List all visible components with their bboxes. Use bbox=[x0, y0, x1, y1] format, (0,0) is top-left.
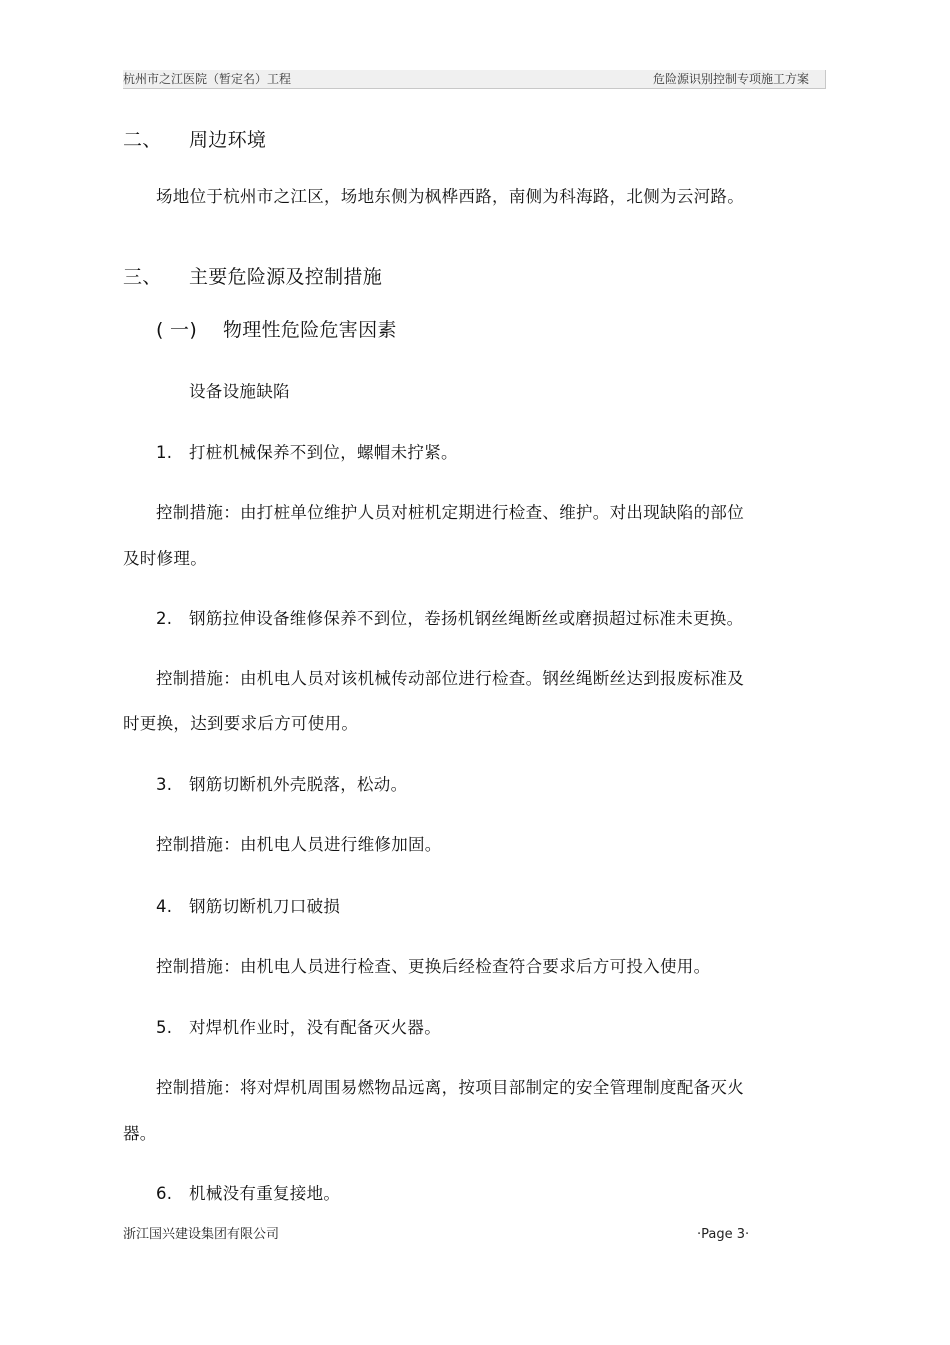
item-text: 打桩机械保养不到位，螺帽未拧紧。 bbox=[189, 443, 458, 462]
list-item bbox=[156, 443, 458, 463]
control-measure: 控制措施：由机电人员进行维修加固。 bbox=[156, 835, 442, 854]
control-measure: 控制措施：由机电人员对该机械传动部位进行检查。钢丝绳断丝达到报废标准及 bbox=[156, 669, 744, 688]
item-number: 5. bbox=[156, 1018, 173, 1037]
paragraph: 场地位于杭州市之江区，场地东侧为枫桦西路，南侧为科海路，北侧为云河路。 bbox=[156, 187, 744, 206]
item-number: 2. bbox=[156, 609, 173, 628]
control-measure-continued: 时更换，达到要求后方可使用。 bbox=[123, 714, 359, 733]
list-item bbox=[156, 1018, 441, 1038]
category-label: 设备设施缺陷 bbox=[189, 382, 290, 401]
subsection-number: ( 一) bbox=[156, 319, 198, 341]
item-number: 4. bbox=[156, 897, 173, 916]
list-item bbox=[156, 897, 340, 917]
section-number: 三、 bbox=[123, 266, 162, 288]
item-text: 钢筋切断机刀口破损 bbox=[189, 897, 341, 916]
control-measure-continued: 及时修理。 bbox=[123, 549, 207, 568]
control-measure: 控制措施：将对焊机周围易燃物品远离，按项目部制定的安全管理制度配备灭火 bbox=[156, 1078, 744, 1097]
item-number: 1. bbox=[156, 443, 173, 462]
page-header bbox=[123, 70, 826, 89]
item-number: 6. bbox=[156, 1184, 173, 1203]
section-title: 主要危险源及控制措施 bbox=[189, 266, 383, 288]
item-text: 钢筋切断机外壳脱落，松动。 bbox=[189, 775, 408, 794]
item-text: 机械没有重复接地。 bbox=[189, 1184, 341, 1203]
list-item bbox=[156, 775, 407, 795]
header-document-title: 危险源识别控制专项施工方案 bbox=[652, 72, 809, 86]
item-text: 钢筋拉伸设备维修保养不到位，卷扬机钢丝绳断丝或磨损超过标准未更换。 bbox=[189, 609, 744, 628]
subsection-title: 物理性危险危害因素 bbox=[223, 319, 397, 341]
footer-page-number: ·Page 3· bbox=[697, 1227, 750, 1242]
item-number: 3. bbox=[156, 775, 173, 794]
list-item bbox=[156, 1184, 340, 1204]
item-text: 对焊机作业时，没有配备灭火器。 bbox=[189, 1018, 441, 1037]
footer-company: 浙江国兴建设集团有限公司 bbox=[123, 1227, 280, 1242]
control-measure: 控制措施：由机电人员进行检查、更换后经检查符合要求后方可投入使用。 bbox=[156, 957, 711, 976]
subsection-heading bbox=[156, 318, 397, 342]
section-heading-3 bbox=[123, 265, 382, 289]
section-number: 二、 bbox=[123, 129, 162, 151]
header-project-name: 杭州市之江医院（暂定名）工程 bbox=[123, 72, 292, 86]
section-title: 周边环境 bbox=[189, 129, 267, 151]
section-heading-2 bbox=[123, 128, 266, 152]
control-measure-continued: 器。 bbox=[123, 1124, 157, 1143]
control-measure: 控制措施：由打桩单位维护人员对桩机定期进行检查、维护。对出现缺陷的部位 bbox=[156, 503, 744, 522]
list-item bbox=[156, 609, 743, 629]
